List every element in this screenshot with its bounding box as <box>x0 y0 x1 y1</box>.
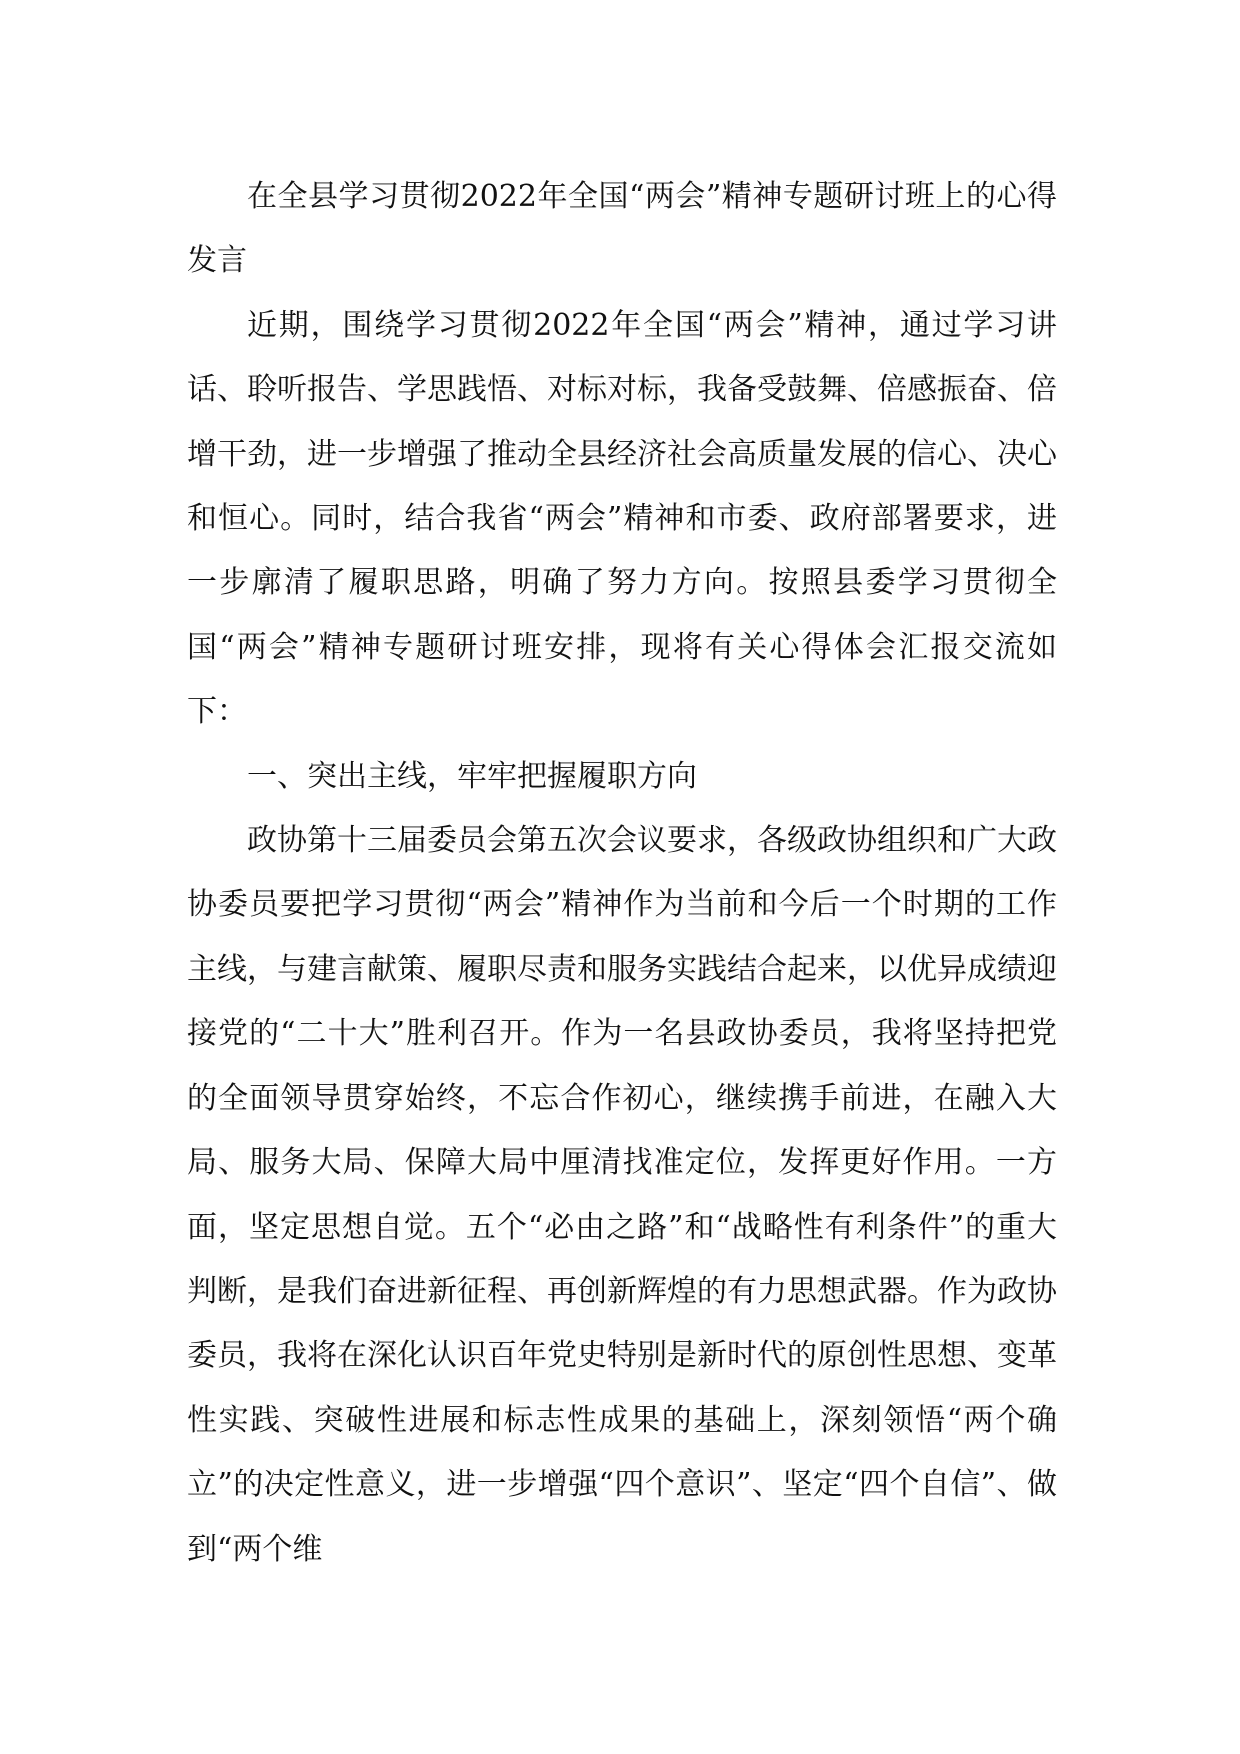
section-heading: 一、突出主线，牢牢把握履职方向 <box>247 758 697 794</box>
document-title: 在全县学习贯彻2022年全国“两会”精神专题研讨班上的心得发言 <box>187 179 1057 279</box>
document-body <box>187 165 1057 1582</box>
body-paragraph: 政协第十三届委员会第五次会议要求，各级政协组织和广大政协委员要把学习贯彻“两会”精神作为当前和今后一个时期的工作主线，与建言献策、履职尽责和服务实践结合起来，以优异成绩迎接党的“二十大”胜利召开。作为一名县政协委员，我将坚持把党的全面领导贯穿始终，不忘合作初心，继续携手前进，在融入大局、服务大局、保障大局中厘清找准定位，发挥更好作用。一方面，坚定思想自觉。五个“必由之路”和“战略性有利条件”的重大判断，是我们奋进新征程、再创新辉煌的有力思想武器。作为政协委员，我将在深化认识百年党史特别是新时代的原创性思想、变革性实践、突破性进展和标志性成果的基础上，深刻领悟“两个确立”的决定性意义，进一步增强“四个意识”、坚定“四个自信”、做到“两个维 <box>187 823 1057 1567</box>
intro-paragraph: 近期，围绕学习贯彻2022年全国“两会”精神，通过学习讲话、聆听报告、学思践悟、对标对标，我备受鼓舞、倍感振奋、倍增干劲，进一步增强了推动全县经济社会高质量发展的信心、决心和恒心。同时，结合我省“两会”精神和市委、政府部署要求，进一步廓清了履职思路，明确了努力方向。按照县委学习贯彻全国“两会”精神专题研讨班安排，现将有关心得体会汇报交流如下： <box>187 307 1057 730</box>
